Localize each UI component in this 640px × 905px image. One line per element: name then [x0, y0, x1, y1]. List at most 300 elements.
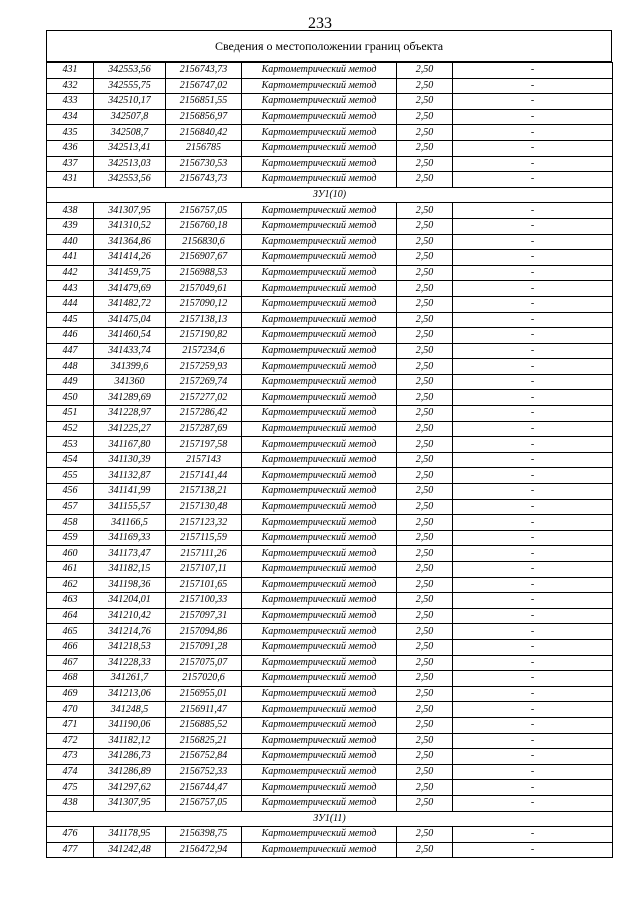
- y-coordinate-cell: 2156743,73: [166, 172, 242, 188]
- x-coordinate-cell: 341310,52: [94, 218, 166, 234]
- point-number-cell: 475: [47, 780, 94, 796]
- description-cell: -: [453, 281, 613, 297]
- boundary-table-frame: [46, 30, 612, 858]
- y-coordinate-cell: 2156730,53: [166, 156, 242, 172]
- method-cell: Картометрический метод: [242, 140, 397, 156]
- y-coordinate-cell: 2157091,28: [166, 639, 242, 655]
- x-coordinate-cell: 341228,97: [94, 406, 166, 422]
- x-coordinate-cell: 341182,12: [94, 733, 166, 749]
- precision-cell: 2,50: [397, 125, 453, 141]
- y-coordinate-cell: 2157234,6: [166, 343, 242, 359]
- precision-cell: 2,50: [397, 452, 453, 468]
- point-number-cell: 468: [47, 671, 94, 687]
- precision-cell: 2,50: [397, 795, 453, 811]
- description-cell: -: [453, 312, 613, 328]
- point-number-cell: 452: [47, 421, 94, 437]
- method-cell: Картометрический метод: [242, 608, 397, 624]
- table-row: [47, 265, 613, 281]
- point-number-cell: 465: [47, 624, 94, 640]
- x-coordinate-cell: 341210,42: [94, 608, 166, 624]
- table-row: [47, 172, 613, 188]
- table-row: [47, 125, 613, 141]
- precision-cell: 2,50: [397, 671, 453, 687]
- description-cell: -: [453, 94, 613, 110]
- method-cell: Картометрический метод: [242, 577, 397, 593]
- precision-cell: 2,50: [397, 827, 453, 843]
- table-row: [47, 795, 613, 811]
- method-cell: Картометрический метод: [242, 749, 397, 765]
- precision-cell: 2,50: [397, 343, 453, 359]
- method-cell: Картометрический метод: [242, 468, 397, 484]
- precision-cell: 2,50: [397, 562, 453, 578]
- table-row: [47, 515, 613, 531]
- method-cell: Картометрический метод: [242, 281, 397, 297]
- point-number-cell: 436: [47, 140, 94, 156]
- x-coordinate-cell: 342513,41: [94, 140, 166, 156]
- y-coordinate-cell: 2157269,74: [166, 374, 242, 390]
- point-number-cell: 439: [47, 218, 94, 234]
- precision-cell: 2,50: [397, 328, 453, 344]
- table-row: [47, 562, 613, 578]
- description-cell: -: [453, 639, 613, 655]
- precision-cell: 2,50: [397, 390, 453, 406]
- precision-cell: 2,50: [397, 546, 453, 562]
- precision-cell: 2,50: [397, 437, 453, 453]
- table-row: [47, 328, 613, 344]
- table-row: [47, 406, 613, 422]
- precision-cell: 2,50: [397, 468, 453, 484]
- precision-cell: 2,50: [397, 359, 453, 375]
- description-cell: -: [453, 374, 613, 390]
- precision-cell: 2,50: [397, 78, 453, 94]
- y-coordinate-cell: 2156472,94: [166, 842, 242, 858]
- y-coordinate-cell: 2156830,6: [166, 234, 242, 250]
- method-cell: Картометрический метод: [242, 452, 397, 468]
- description-cell: -: [453, 795, 613, 811]
- precision-cell: 2,50: [397, 484, 453, 500]
- table-row: [47, 343, 613, 359]
- table-row: [47, 374, 613, 390]
- description-cell: -: [453, 780, 613, 796]
- x-coordinate-cell: 342553,56: [94, 63, 166, 79]
- y-coordinate-cell: 2157130,48: [166, 499, 242, 515]
- description-cell: -: [453, 827, 613, 843]
- method-cell: Картометрический метод: [242, 265, 397, 281]
- table-row: [47, 78, 613, 94]
- y-coordinate-cell: 2157143: [166, 452, 242, 468]
- section-label: ЗУ1(10): [47, 187, 613, 203]
- method-cell: Картометрический метод: [242, 639, 397, 655]
- point-number-cell: 455: [47, 468, 94, 484]
- point-number-cell: 467: [47, 655, 94, 671]
- y-coordinate-cell: 2157097,31: [166, 608, 242, 624]
- method-cell: Картометрический метод: [242, 250, 397, 266]
- description-cell: -: [453, 608, 613, 624]
- x-coordinate-cell: 341173,47: [94, 546, 166, 562]
- method-cell: Картометрический метод: [242, 234, 397, 250]
- y-coordinate-cell: 2156988,53: [166, 265, 242, 281]
- method-cell: Картометрический метод: [242, 94, 397, 110]
- table-row: [47, 218, 613, 234]
- description-cell: -: [453, 437, 613, 453]
- description-cell: -: [453, 530, 613, 546]
- point-number-cell: 470: [47, 702, 94, 718]
- table-row: [47, 250, 613, 266]
- table-row: [47, 63, 613, 79]
- precision-cell: 2,50: [397, 172, 453, 188]
- point-number-cell: 463: [47, 593, 94, 609]
- point-number-cell: 437: [47, 156, 94, 172]
- x-coordinate-cell: 341289,69: [94, 390, 166, 406]
- table-row: [47, 671, 613, 687]
- description-cell: -: [453, 218, 613, 234]
- table-row: [47, 717, 613, 733]
- table-row: [47, 94, 613, 110]
- point-number-cell: 471: [47, 717, 94, 733]
- x-coordinate-cell: 341141,99: [94, 484, 166, 500]
- precision-cell: 2,50: [397, 250, 453, 266]
- description-cell: -: [453, 717, 613, 733]
- precision-cell: 2,50: [397, 421, 453, 437]
- x-coordinate-cell: 341225,27: [94, 421, 166, 437]
- method-cell: Картометрический метод: [242, 125, 397, 141]
- y-coordinate-cell: 2157107,11: [166, 562, 242, 578]
- method-cell: Картометрический метод: [242, 156, 397, 172]
- y-coordinate-cell: 2157115,59: [166, 530, 242, 546]
- precision-cell: 2,50: [397, 63, 453, 79]
- y-coordinate-cell: 2157138,13: [166, 312, 242, 328]
- point-number-cell: 477: [47, 842, 94, 858]
- x-coordinate-cell: 342513,03: [94, 156, 166, 172]
- section-label: ЗУ1(11): [47, 811, 613, 827]
- precision-cell: 2,50: [397, 499, 453, 515]
- x-coordinate-cell: 342555,75: [94, 78, 166, 94]
- table-row: [47, 639, 613, 655]
- precision-cell: 2,50: [397, 733, 453, 749]
- x-coordinate-cell: 341297,62: [94, 780, 166, 796]
- description-cell: -: [453, 655, 613, 671]
- y-coordinate-cell: 2156955,01: [166, 686, 242, 702]
- table-row: [47, 608, 613, 624]
- description-cell: -: [453, 546, 613, 562]
- point-number-cell: 454: [47, 452, 94, 468]
- precision-cell: 2,50: [397, 780, 453, 796]
- method-cell: Картометрический метод: [242, 702, 397, 718]
- point-number-cell: 438: [47, 795, 94, 811]
- point-number-cell: 472: [47, 733, 94, 749]
- x-coordinate-cell: 341218,53: [94, 639, 166, 655]
- y-coordinate-cell: 2157111,26: [166, 546, 242, 562]
- y-coordinate-cell: 2156760,18: [166, 218, 242, 234]
- y-coordinate-cell: 2156785: [166, 140, 242, 156]
- section-row: [47, 187, 613, 203]
- x-coordinate-cell: 341414,26: [94, 250, 166, 266]
- precision-cell: 2,50: [397, 234, 453, 250]
- y-coordinate-cell: 2156885,52: [166, 717, 242, 733]
- table-row: [47, 624, 613, 640]
- table-row: [47, 484, 613, 500]
- point-number-cell: 450: [47, 390, 94, 406]
- description-cell: -: [453, 842, 613, 858]
- table-row: [47, 203, 613, 219]
- precision-cell: 2,50: [397, 749, 453, 765]
- y-coordinate-cell: 2156911,47: [166, 702, 242, 718]
- precision-cell: 2,50: [397, 265, 453, 281]
- y-coordinate-cell: 2157123,32: [166, 515, 242, 531]
- y-coordinate-cell: 2156825,21: [166, 733, 242, 749]
- description-cell: -: [453, 63, 613, 79]
- x-coordinate-cell: 341482,72: [94, 296, 166, 312]
- precision-cell: 2,50: [397, 406, 453, 422]
- method-cell: Картометрический метод: [242, 546, 397, 562]
- point-number-cell: 434: [47, 109, 94, 125]
- method-cell: Картометрический метод: [242, 343, 397, 359]
- precision-cell: 2,50: [397, 842, 453, 858]
- method-cell: Картометрический метод: [242, 312, 397, 328]
- y-coordinate-cell: 2157190,82: [166, 328, 242, 344]
- table-row: [47, 421, 613, 437]
- x-coordinate-cell: 341167,80: [94, 437, 166, 453]
- point-number-cell: 432: [47, 78, 94, 94]
- y-coordinate-cell: 2156757,05: [166, 795, 242, 811]
- point-number-cell: 447: [47, 343, 94, 359]
- y-coordinate-cell: 2157090,12: [166, 296, 242, 312]
- x-coordinate-cell: 342553,56: [94, 172, 166, 188]
- description-cell: -: [453, 343, 613, 359]
- x-coordinate-cell: 341214,76: [94, 624, 166, 640]
- y-coordinate-cell: 2157138,21: [166, 484, 242, 500]
- description-cell: -: [453, 468, 613, 484]
- precision-cell: 2,50: [397, 702, 453, 718]
- point-number-cell: 441: [47, 250, 94, 266]
- table-row: [47, 593, 613, 609]
- method-cell: Картометрический метод: [242, 484, 397, 500]
- x-coordinate-cell: 341460,54: [94, 328, 166, 344]
- method-cell: Картометрический метод: [242, 109, 397, 125]
- x-coordinate-cell: 341459,75: [94, 265, 166, 281]
- x-coordinate-cell: 342510,17: [94, 94, 166, 110]
- table-row: [47, 468, 613, 484]
- description-cell: -: [453, 172, 613, 188]
- precision-cell: 2,50: [397, 312, 453, 328]
- x-coordinate-cell: 341169,33: [94, 530, 166, 546]
- table-row: [47, 749, 613, 765]
- method-cell: Картометрический метод: [242, 78, 397, 94]
- x-coordinate-cell: 342508,7: [94, 125, 166, 141]
- y-coordinate-cell: 2156752,84: [166, 749, 242, 765]
- description-cell: -: [453, 265, 613, 281]
- y-coordinate-cell: 2157101,65: [166, 577, 242, 593]
- y-coordinate-cell: 2157287,69: [166, 421, 242, 437]
- page-number: 233: [308, 15, 332, 32]
- method-cell: Картометрический метод: [242, 499, 397, 515]
- method-cell: Картометрический метод: [242, 515, 397, 531]
- table-row: [47, 156, 613, 172]
- precision-cell: 2,50: [397, 156, 453, 172]
- precision-cell: 2,50: [397, 109, 453, 125]
- method-cell: Картометрический метод: [242, 780, 397, 796]
- y-coordinate-cell: 2157075,07: [166, 655, 242, 671]
- y-coordinate-cell: 2156747,02: [166, 78, 242, 94]
- point-number-cell: 461: [47, 562, 94, 578]
- precision-cell: 2,50: [397, 608, 453, 624]
- table-row: [47, 702, 613, 718]
- y-coordinate-cell: 2156907,67: [166, 250, 242, 266]
- table-row: [47, 296, 613, 312]
- x-coordinate-cell: 341286,73: [94, 749, 166, 765]
- x-coordinate-cell: 341182,15: [94, 562, 166, 578]
- y-coordinate-cell: 2156743,73: [166, 63, 242, 79]
- table-row: [47, 577, 613, 593]
- method-cell: Картометрический метод: [242, 686, 397, 702]
- table-row: [47, 281, 613, 297]
- x-coordinate-cell: 341132,87: [94, 468, 166, 484]
- point-number-cell: 433: [47, 94, 94, 110]
- point-number-cell: 444: [47, 296, 94, 312]
- point-number-cell: 451: [47, 406, 94, 422]
- y-coordinate-cell: 2157094,86: [166, 624, 242, 640]
- y-coordinate-cell: 2156752,33: [166, 764, 242, 780]
- description-cell: -: [453, 484, 613, 500]
- y-coordinate-cell: 2157259,93: [166, 359, 242, 375]
- table-row: [47, 390, 613, 406]
- description-cell: -: [453, 671, 613, 687]
- point-number-cell: 431: [47, 63, 94, 79]
- precision-cell: 2,50: [397, 593, 453, 609]
- method-cell: Картометрический метод: [242, 764, 397, 780]
- method-cell: Картометрический метод: [242, 733, 397, 749]
- description-cell: -: [453, 499, 613, 515]
- point-number-cell: 459: [47, 530, 94, 546]
- description-cell: -: [453, 109, 613, 125]
- method-cell: Картометрический метод: [242, 296, 397, 312]
- x-coordinate-cell: 341479,69: [94, 281, 166, 297]
- description-cell: -: [453, 421, 613, 437]
- table-row: [47, 655, 613, 671]
- precision-cell: 2,50: [397, 140, 453, 156]
- point-number-cell: 453: [47, 437, 94, 453]
- x-coordinate-cell: 341130,39: [94, 452, 166, 468]
- description-cell: -: [453, 702, 613, 718]
- y-coordinate-cell: 2156757,05: [166, 203, 242, 219]
- table-row: [47, 312, 613, 328]
- description-cell: -: [453, 250, 613, 266]
- y-coordinate-cell: 2157197,58: [166, 437, 242, 453]
- method-cell: Картометрический метод: [242, 406, 397, 422]
- precision-cell: 2,50: [397, 515, 453, 531]
- x-coordinate-cell: 341178,95: [94, 827, 166, 843]
- table-row: [47, 359, 613, 375]
- point-number-cell: 438: [47, 203, 94, 219]
- description-cell: -: [453, 562, 613, 578]
- y-coordinate-cell: 2156744,47: [166, 780, 242, 796]
- table-row: [47, 530, 613, 546]
- x-coordinate-cell: 342507,8: [94, 109, 166, 125]
- x-coordinate-cell: 341166,5: [94, 515, 166, 531]
- table-row: [47, 499, 613, 515]
- precision-cell: 2,50: [397, 686, 453, 702]
- precision-cell: 2,50: [397, 764, 453, 780]
- x-coordinate-cell: 341242,48: [94, 842, 166, 858]
- method-cell: Картометрический метод: [242, 203, 397, 219]
- point-number-cell: 456: [47, 484, 94, 500]
- table-row: [47, 842, 613, 858]
- point-number-cell: 469: [47, 686, 94, 702]
- x-coordinate-cell: 341286,89: [94, 764, 166, 780]
- description-cell: -: [453, 359, 613, 375]
- table-row: [47, 452, 613, 468]
- x-coordinate-cell: 341307,95: [94, 795, 166, 811]
- x-coordinate-cell: 341213,06: [94, 686, 166, 702]
- method-cell: Картометрический метод: [242, 827, 397, 843]
- x-coordinate-cell: 341198,36: [94, 577, 166, 593]
- description-cell: -: [453, 764, 613, 780]
- coordinates-table-body: [47, 63, 613, 858]
- point-number-cell: 474: [47, 764, 94, 780]
- y-coordinate-cell: 2156398,75: [166, 827, 242, 843]
- method-cell: Картометрический метод: [242, 795, 397, 811]
- point-number-cell: 440: [47, 234, 94, 250]
- method-cell: Картометрический метод: [242, 717, 397, 733]
- method-cell: Картометрический метод: [242, 530, 397, 546]
- x-coordinate-cell: 341399,6: [94, 359, 166, 375]
- point-number-cell: 464: [47, 608, 94, 624]
- point-number-cell: 473: [47, 749, 94, 765]
- point-number-cell: 445: [47, 312, 94, 328]
- x-coordinate-cell: 341475,04: [94, 312, 166, 328]
- x-coordinate-cell: 341307,95: [94, 203, 166, 219]
- table-row: [47, 764, 613, 780]
- point-number-cell: 448: [47, 359, 94, 375]
- method-cell: Картометрический метод: [242, 671, 397, 687]
- description-cell: -: [453, 156, 613, 172]
- table-row: [47, 686, 613, 702]
- table-row: [47, 234, 613, 250]
- point-number-cell: 476: [47, 827, 94, 843]
- description-cell: -: [453, 686, 613, 702]
- precision-cell: 2,50: [397, 296, 453, 312]
- x-coordinate-cell: 341360: [94, 374, 166, 390]
- description-cell: -: [453, 140, 613, 156]
- y-coordinate-cell: 2157020,6: [166, 671, 242, 687]
- method-cell: Картометрический метод: [242, 218, 397, 234]
- description-cell: -: [453, 234, 613, 250]
- table-caption: Сведения о местоположении границ объекта: [46, 30, 612, 62]
- precision-cell: 2,50: [397, 94, 453, 110]
- precision-cell: 2,50: [397, 281, 453, 297]
- x-coordinate-cell: 341204,01: [94, 593, 166, 609]
- description-cell: -: [453, 749, 613, 765]
- y-coordinate-cell: 2156856,97: [166, 109, 242, 125]
- precision-cell: 2,50: [397, 624, 453, 640]
- description-cell: -: [453, 624, 613, 640]
- point-number-cell: 435: [47, 125, 94, 141]
- description-cell: -: [453, 733, 613, 749]
- point-number-cell: 449: [47, 374, 94, 390]
- y-coordinate-cell: 2156840,42: [166, 125, 242, 141]
- point-number-cell: 457: [47, 499, 94, 515]
- method-cell: Картометрический метод: [242, 390, 397, 406]
- point-number-cell: 442: [47, 265, 94, 281]
- table-row: [47, 827, 613, 843]
- method-cell: Картометрический метод: [242, 624, 397, 640]
- y-coordinate-cell: 2157286,42: [166, 406, 242, 422]
- section-row: [47, 811, 613, 827]
- x-coordinate-cell: 341228,33: [94, 655, 166, 671]
- precision-cell: 2,50: [397, 577, 453, 593]
- y-coordinate-cell: 2157049,61: [166, 281, 242, 297]
- y-coordinate-cell: 2157141,44: [166, 468, 242, 484]
